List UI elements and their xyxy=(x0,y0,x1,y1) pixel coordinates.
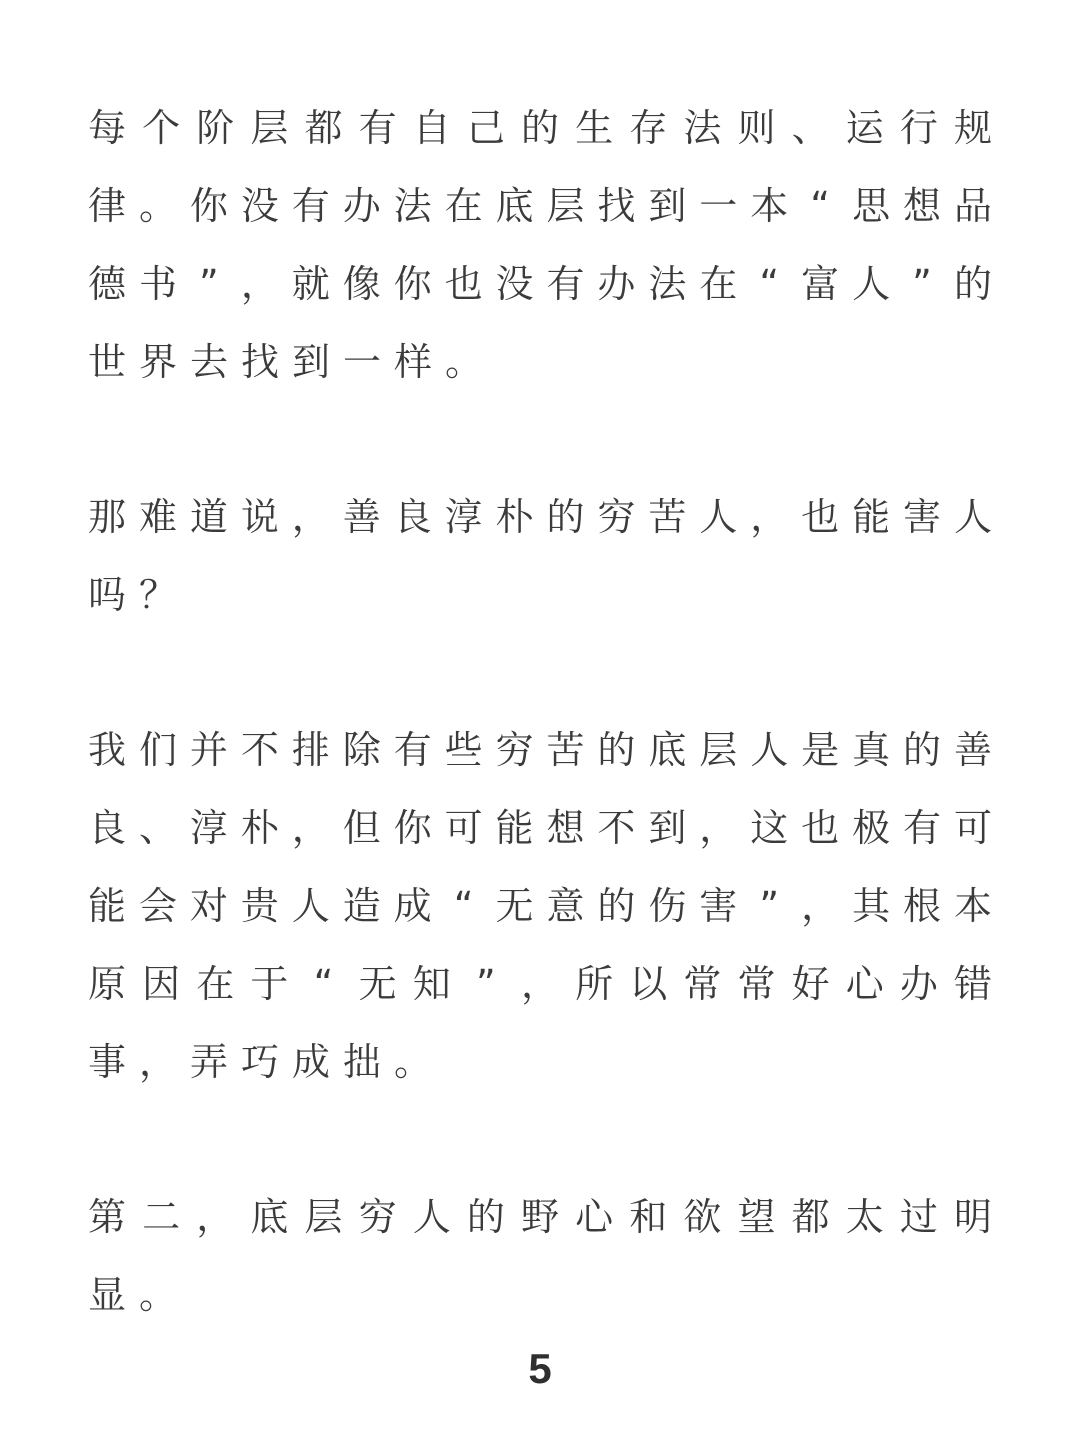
paragraph-3-line-4: 原 因 在 于 “ 无 知 ” ， 所 以 常 常 好 心 办 错 xyxy=(88,962,993,1006)
paragraph-4-line-2: 显 。 xyxy=(88,1273,178,1317)
paragraph-1-line-2: 律 。 你 没 有 办 法 在 底 层 找 到 一 本 “ 思 想 品 xyxy=(88,184,992,228)
paragraph-2-line-2: 吗 ？ xyxy=(88,573,178,617)
paragraph-3-line-2: 良 、 淳 朴 ， 但 你 可 能 想 不 到 ， 这 也 极 有 可 xyxy=(88,806,992,850)
paragraph-1-line-1: 每 个 阶 层 都 有 自 己 的 生 存 法 则 、 运 行 规 xyxy=(88,106,993,150)
paragraph-3-line-5: 事 ， 弄 巧 成 拙 。 xyxy=(88,1040,433,1084)
paragraph-2-line-1: 那 难 道 说 ， 善 良 淳 朴 的 穷 苦 人 ， 也 能 害 人 xyxy=(88,495,992,539)
paragraph-3-line-1: 我 们 并 不 排 除 有 些 穷 苦 的 底 层 人 是 真 的 善 xyxy=(88,728,992,772)
paragraph-4-line-1: 第 二 ， 底 层 穷 人 的 野 心 和 欲 望 都 太 过 明 xyxy=(88,1195,993,1239)
paragraph-1-line-3: 德 书 ” ， 就 像 你 也 没 有 办 法 在 “ 富 人 ” 的 xyxy=(88,262,992,306)
paragraph-1-line-4: 世 界 去 找 到 一 样 。 xyxy=(88,340,484,384)
paragraph-3-line-3: 能 会 对 贵 人 造 成 “ 无 意 的 伤 害 ” ， 其 根 本 xyxy=(88,884,992,928)
page-number: 5 xyxy=(528,1345,552,1392)
